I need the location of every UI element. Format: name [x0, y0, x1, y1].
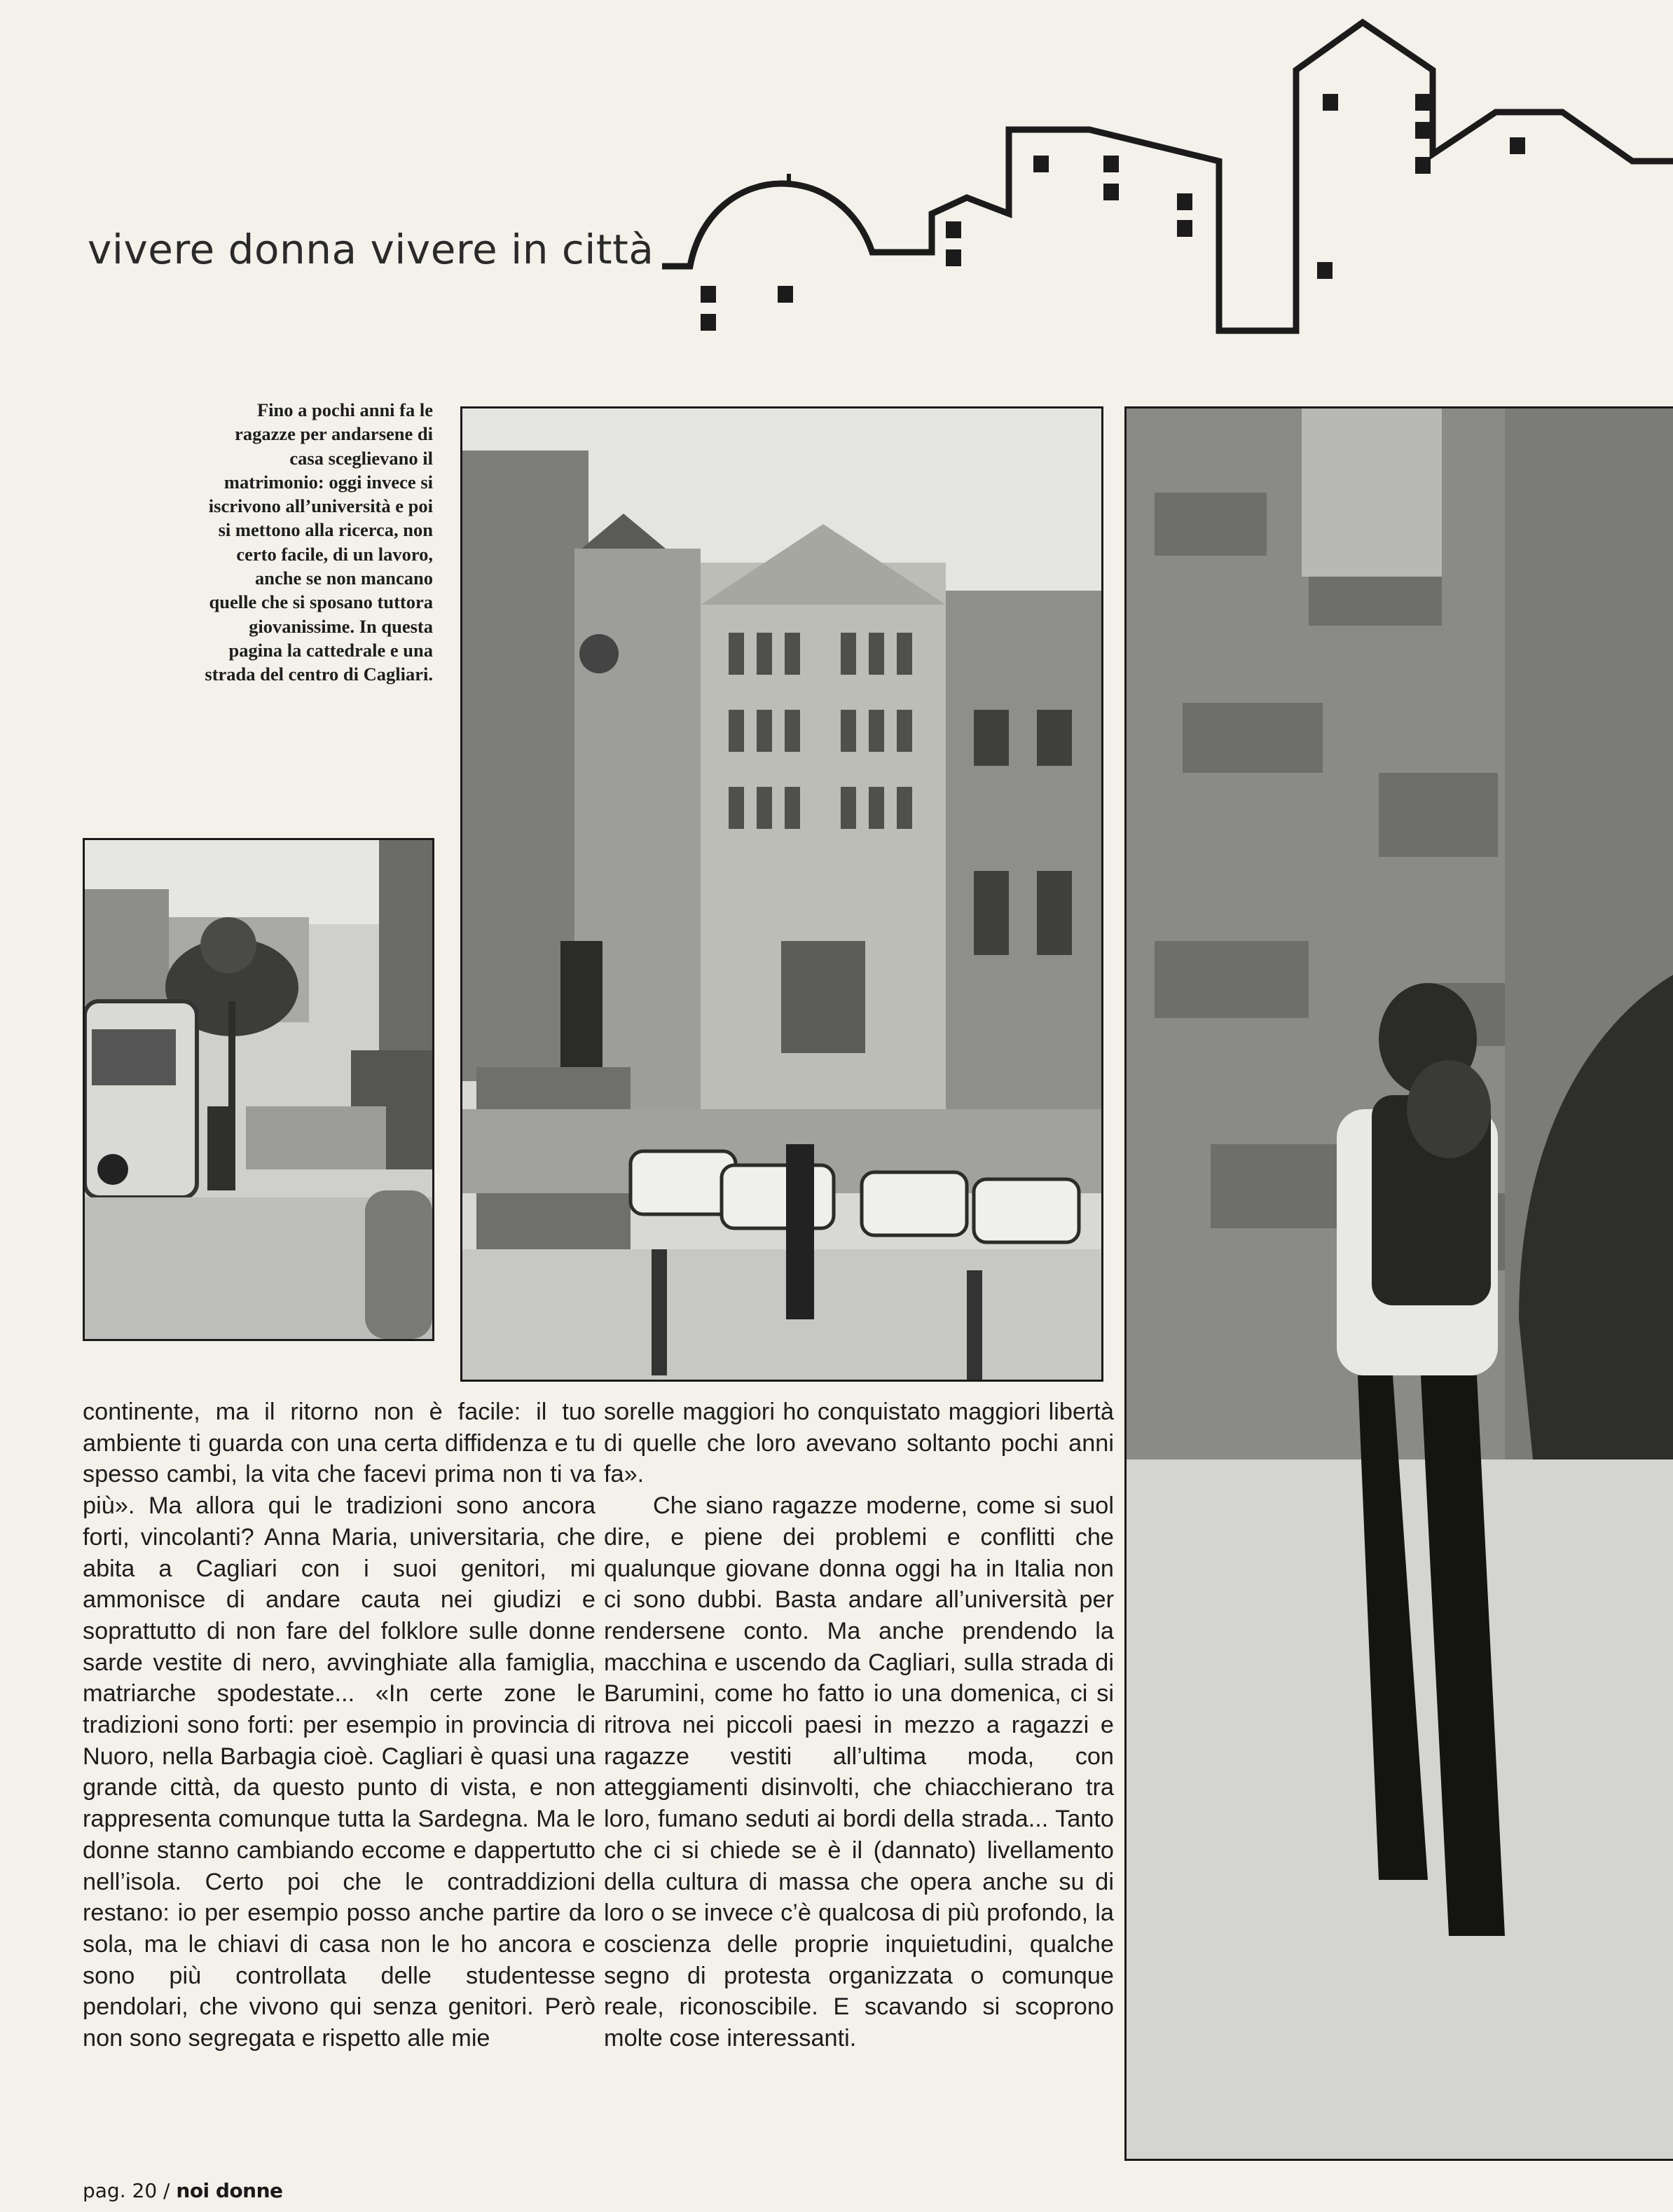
article-column-2 — [604, 1396, 1114, 2054]
skyline-illustration — [0, 0, 1673, 350]
column-1-paragraph: continente, ma il ritorno non è facile: il tuo ambiente ti guarda con una certa diffidenza e tu spesso cambi, la vita che facevi prima non ti va più». Ma allora qui le tradizioni sono ancora forti, vincolanti? Anna Maria, universitaria, che abita a Cagliari con i suoi genitori, mi ammonisce di andare cauta nei giudizi e soprattutto di non fare del folklore sulle donne sarde vestite di nero, avvinghiate alla famiglia, matriarche spodestate... «In certe zone le tradizioni sono forti: per esempio in provincia di Nuoro, nella Barbagia cioè. Cagliari è quasi una grande città, da questo punto di vista, e non rappresenta comunque tutta la Sardegna. Ma le donne stanno cambiando eccome e dappertutto nell’isola. Certo poi che le contraddizioni restano: io per esempio posso anche partire da sola, ma le chiavi di casa non le ho ancora e sono più controllata delle studentesse pendolari, che vivono qui senza genitori. Però non sono segregata e rispetto alle mie — [83, 1399, 595, 2052]
footer-separator: / — [163, 2179, 170, 2202]
photo-cathedral — [460, 406, 1103, 1382]
column-2-paragraph-2: Che siano ragazze moderne, come si suol dire, e piene dei problemi e conflitti che qualunque giovane donna oggi ha in Italia non ci sono dubbi. Basta andare all’università per rendersene conto. Ma anche prendendo la macchina e uscendo da Cagliari, sulla strada di Barumini, come ho fatto io una domenica, ci si ritrova nei piccoli paesi in mezzo a ragazzi e ragazze vestiti all’ultima moda, con atteggiamenti disinvolti, che chiacchierano tra loro, fumano seduti ai bordi della strada... Tanto che ci si chiede se è il (dannato) livellamento della cultura di massa che opera anche su di loro o se invece c’è qualcosa di più profondo, la coscienza delle proprie inquietudini, qualche segno di protesta organizzata o comunque reale, riconoscibile. E scavando si scoprono molte cose interessanti. — [604, 1492, 1114, 2052]
photo-woman-with-child — [1124, 406, 1673, 2161]
photo-street-scene — [83, 838, 434, 1341]
photo-caption: Fino a pochi anni fa le ragazze per andarsene di casa sceglievano il matrimonio: oggi invece si iscrivono all’università e poi si mettono alla ricerca, non certo facile, di un lavoro, anche se non mancano quelle che si sposano tuttora giovanissime. In questa pagina la cattedrale e una strada del centro di Cagliari. — [205, 399, 433, 685]
page-footer — [83, 2179, 283, 2202]
article-title: vivere donna vivere in città — [88, 226, 654, 273]
article-column-1 — [83, 1396, 595, 2054]
page-number: pag. 20 — [83, 2179, 158, 2202]
column-2-paragraph-1: sorelle maggiori ho conquistato maggiori libertà di quelle che loro avevano soltanto pochi anni fa». — [604, 1399, 1114, 1488]
magazine-name: noi donne — [176, 2179, 283, 2202]
